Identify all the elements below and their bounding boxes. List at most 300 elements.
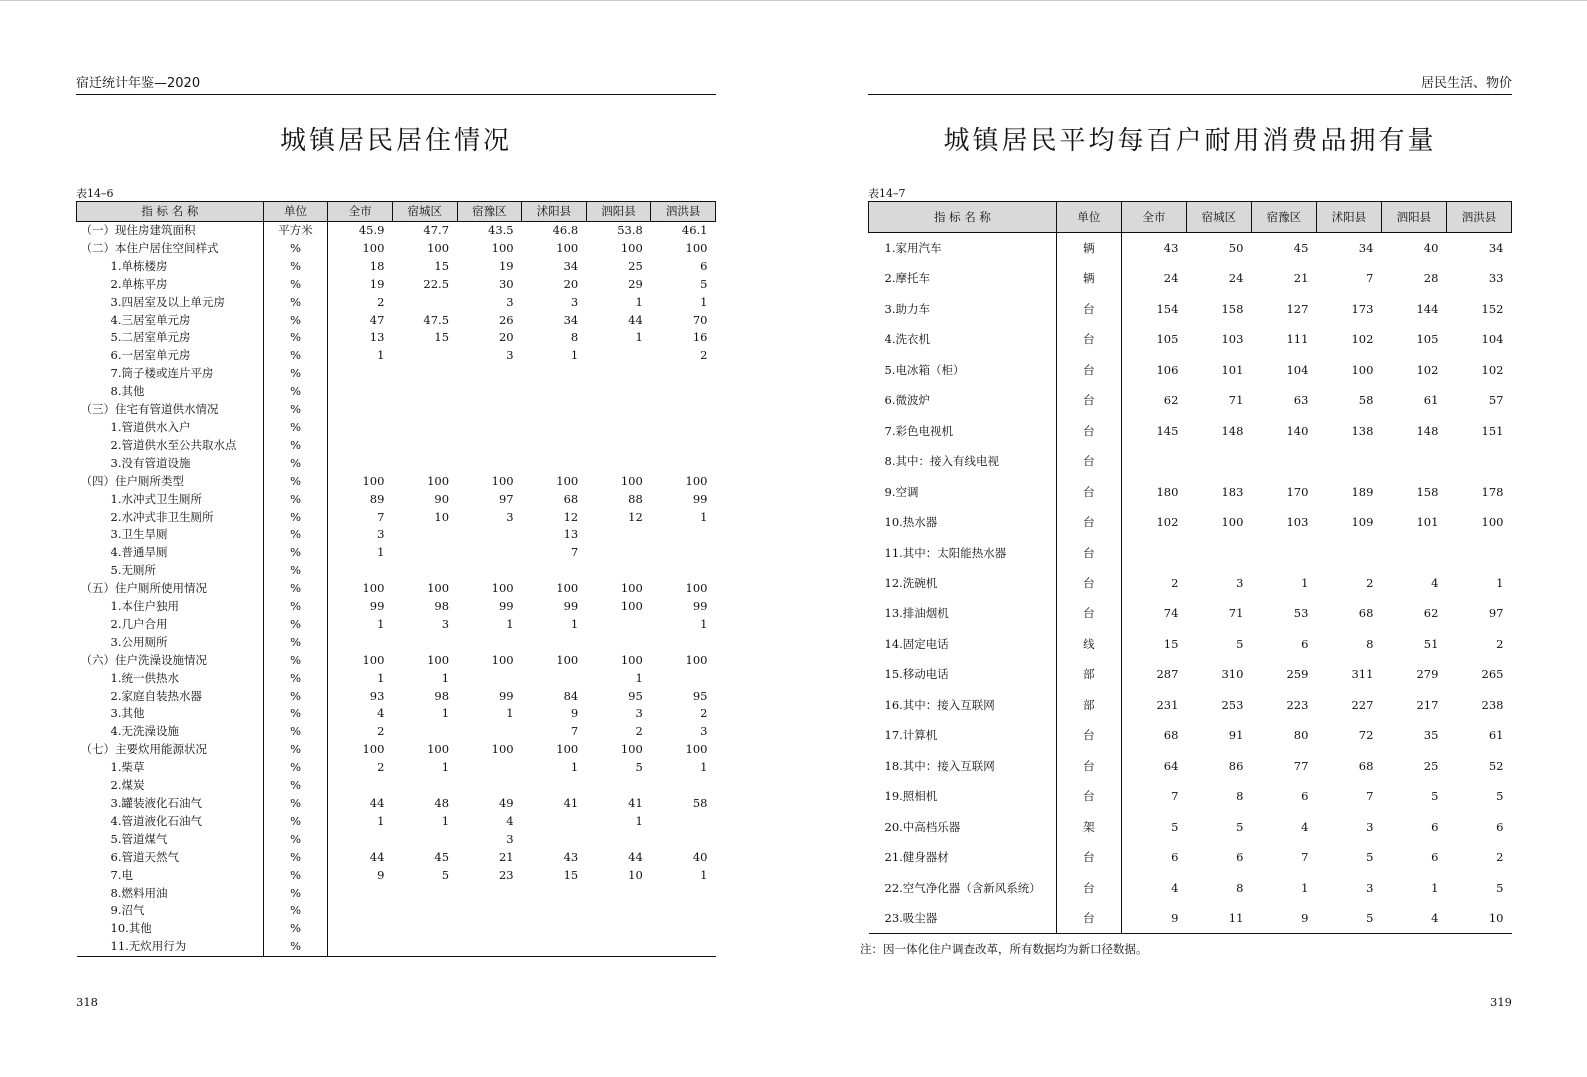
table-row [869,324,1512,354]
value-cell: 3 [1366,819,1374,834]
value-cell [1186,446,1251,476]
page-number: 319 [1490,995,1512,1009]
value-cell: 100 [556,581,579,596]
value-cell: 100 [620,473,643,488]
value-cell [522,562,587,580]
table-row [869,598,1512,628]
row-label: （五）住户厕所使用情况 [80,581,207,596]
row-label: 18.其中：接入互联网 [884,758,995,773]
row-label: （一）现住房建筑面积 [80,223,196,237]
value-cell [328,419,393,437]
value-cell: 68 [563,491,579,506]
value-cell [651,401,716,419]
value-cell: 2 [1496,850,1504,865]
value-cell: 15 [434,330,450,345]
table-row [77,795,716,813]
value-cell [392,777,457,795]
table-row [869,233,1512,264]
value-cell: 106 [1156,362,1179,377]
value-cell: 74 [1163,606,1179,621]
value-cell [651,885,716,903]
value-cell: 44 [369,796,385,810]
value-cell: 3 [506,831,514,846]
value-cell: 43.5 [488,223,514,237]
value-cell: 100 [685,240,708,255]
row-label: （三）住宅有管道供水情况 [80,402,219,417]
value-cell: 84 [563,688,579,703]
value-cell: 12 [628,509,643,524]
unit-cell: % [263,920,328,938]
row-label: 3.公用厕所 [110,634,168,649]
unit-cell: % [263,723,328,741]
value-cell [522,401,587,419]
table-row [869,446,1512,476]
value-cell: 19 [498,258,514,273]
table-row [77,329,716,347]
value-cell [651,544,716,562]
row-label: 5.二居室单元房 [110,330,191,345]
row-label: 14.固定电话 [884,636,949,651]
value-cell: 20 [563,276,579,291]
unit-cell: 台 [1056,873,1121,903]
table-row [77,616,716,634]
table-row [869,690,1512,720]
header-text: 宿迁统计年鉴—2020 [76,76,201,91]
value-cell: 61 [1488,728,1504,743]
row-label: 1.管道供水入户 [110,419,191,434]
value-cell: 58 [692,796,708,810]
value-cell: 100 [362,240,385,255]
value-cell: 102 [1351,332,1374,347]
value-cell [522,831,587,849]
value-cell: 152 [1481,301,1504,316]
unit-cell: 台 [1056,416,1121,446]
value-cell: 15 [1163,636,1179,651]
table-row [77,705,716,723]
value-cell: 2 [377,294,385,309]
value-cell [522,670,587,688]
table-row [77,473,716,491]
value-cell [392,383,457,401]
column-header: 宿豫区 [457,202,522,222]
table-row [77,526,716,544]
value-cell: 103 [1221,332,1244,347]
value-cell: 178 [1481,484,1504,499]
row-label: 2.家庭自装热水器 [110,688,202,703]
value-cell [328,455,393,473]
value-cell [586,544,651,562]
value-cell [328,885,393,903]
value-cell: 47 [369,312,385,327]
value-cell: 58 [1358,393,1374,408]
value-cell: 21 [1293,271,1309,286]
value-cell: 52 [1488,758,1504,773]
value-cell [392,437,457,455]
value-cell: 101 [1416,515,1439,530]
table-row [869,507,1512,537]
value-cell: 158 [1221,301,1244,316]
value-cell: 34 [1488,241,1504,255]
table-row [77,544,716,562]
value-cell [1121,446,1186,476]
value-cell [586,777,651,795]
value-cell: 100 [556,652,579,667]
table-row [77,867,716,885]
value-cell: 1 [377,616,385,631]
value-cell: 2 [377,724,385,739]
value-cell: 47.7 [423,223,450,237]
value-cell: 1 [570,616,579,631]
row-label: 3.卫生旱厕 [110,527,168,542]
value-cell [522,920,587,938]
unit-cell: % [263,902,328,920]
unit-cell: 辆 [1056,263,1121,293]
value-cell [651,419,716,437]
table-row [77,240,716,258]
value-cell [1121,538,1186,568]
table-row [869,720,1512,750]
value-cell: 5 [1236,636,1244,651]
table-row [77,688,716,706]
value-cell [457,634,522,652]
value-cell [586,920,651,938]
row-label: 23.吸尘器 [869,903,1057,934]
value-cell: 53 [1293,606,1309,621]
value-cell: 105 [1156,332,1179,347]
unit-cell: 台 [1056,903,1121,934]
unit-cell: % [263,544,328,562]
value-cell: 24 [1163,271,1179,286]
value-cell: 6 [700,258,708,273]
value-cell: 18 [369,258,385,273]
value-cell: 25 [1423,758,1439,773]
value-cell: 145 [1156,423,1179,438]
row-label: 3.助力车 [884,301,930,316]
value-cell: 100 [556,742,579,757]
row-label: 19.照相机 [884,789,938,804]
unit-cell: % [263,455,328,473]
value-cell [457,902,522,920]
value-cell [457,365,522,383]
value-cell: 5 [1236,819,1244,834]
row-label: 2.单栋平房 [110,276,168,291]
value-cell: 100 [427,240,450,255]
unit-cell: 台 [1056,477,1121,507]
row-label: 1.家用汽车 [884,241,942,255]
value-cell: 100 [427,581,450,596]
table-row [869,416,1512,446]
row-label: 7.彩色电视机 [884,423,953,438]
unit-cell: % [263,491,328,509]
table-row [77,419,716,437]
table-row [77,813,716,831]
value-cell: 3 [1236,575,1244,590]
value-cell: 154 [1156,301,1179,316]
row-label: 2.水冲式非卫生厕所 [110,509,214,524]
value-cell: 1 [700,294,708,309]
column-header: 沭阳县 [1316,202,1381,233]
value-cell: 104 [1286,362,1309,377]
value-cell [522,634,587,652]
value-cell: 2 [1171,575,1179,590]
table-row [869,873,1512,903]
value-cell: 1 [570,348,579,363]
value-cell: 2 [700,706,708,721]
table-note: 注：因一体化住户调查改革，所有数据均为新口径数据。 [860,942,1148,956]
value-cell: 12 [563,509,579,524]
value-cell [651,562,716,580]
row-label: 9.沼气 [110,903,145,918]
value-cell [457,437,522,455]
unit-cell: 台 [1056,446,1121,476]
table-row [77,347,716,365]
unit-cell: 台 [1056,294,1121,324]
row-label: 7.电 [110,867,133,882]
row-label: （六）住户洗澡设施情况 [80,652,207,667]
value-cell: 33 [1488,271,1504,286]
value-cell: 1 [377,348,385,363]
value-cell: 19 [369,276,385,291]
value-cell: 80 [1293,728,1309,743]
header-text: 居民生活、物价 [1420,76,1512,91]
value-cell [1186,538,1251,568]
value-cell: 99 [369,599,385,614]
table-row [77,294,716,312]
value-cell: 30 [498,276,514,291]
row-label: （七）主要炊用能源状况 [80,742,207,757]
value-cell: 148 [1221,423,1244,438]
row-label: 3.没有管道设施 [110,455,191,470]
value-cell [392,723,457,741]
unit-cell: % [263,526,328,544]
unit-cell: % [263,562,328,580]
value-cell [457,383,522,401]
value-cell: 11 [1186,903,1251,934]
value-cell: 100 [556,473,579,488]
value-cell [392,419,457,437]
value-cell: 2 [700,348,708,363]
value-cell: 100 [362,652,385,667]
value-cell [586,562,651,580]
value-cell [522,383,587,401]
value-cell: 1 [441,706,450,721]
value-cell [328,831,393,849]
value-cell: 3 [700,724,708,739]
unit-cell: % [263,688,328,706]
value-cell: 100 [620,240,643,255]
value-cell: 6 [1431,819,1439,834]
value-cell: 100 [556,240,579,255]
value-cell: 183 [1221,484,1244,499]
value-cell: 97 [498,491,514,506]
row-label: 4.普通旱厕 [110,545,168,560]
row-label: 11.无炊用行为 [77,938,264,956]
table-row [869,659,1512,689]
unit-cell: % [263,670,328,688]
value-cell: 51 [1423,636,1439,651]
value-cell: 1 [1431,880,1439,895]
value-cell [522,365,587,383]
value-cell: 180 [1156,484,1179,499]
unit-cell: 平方米 [263,222,328,240]
unit-cell: % [263,598,328,616]
value-cell: 99 [692,491,708,506]
value-cell: 148 [1416,423,1439,438]
value-cell [392,831,457,849]
value-cell: 5 [1431,789,1439,804]
value-cell [392,938,457,956]
value-cell: 1 [570,760,579,775]
value-cell: 7 [1366,271,1374,286]
table-row [77,938,716,956]
value-cell: 259 [1286,667,1309,682]
value-cell: 44 [628,849,643,864]
value-cell: 100 [620,599,643,614]
unit-cell: % [263,741,328,759]
unit-cell: 台 [1056,568,1121,598]
value-cell: 89 [369,491,385,506]
value-cell [586,885,651,903]
table-row [77,455,716,473]
value-cell [586,401,651,419]
table-row [77,759,716,777]
value-cell: 40 [1423,241,1439,255]
value-cell: 10 [1446,903,1511,934]
value-cell: 2 [1496,636,1504,651]
value-cell [457,723,522,741]
unit-cell: 台 [1056,751,1121,781]
table-row [77,437,716,455]
value-cell [522,455,587,473]
running-header [868,76,1512,95]
row-label: 8.其中：接入有线电视 [884,454,999,469]
column-header: 泗洪县 [651,202,716,222]
value-cell: 100 [685,473,708,488]
value-cell: 265 [1481,667,1504,682]
column-header: 泗阳县 [586,202,651,222]
value-cell [457,526,522,544]
value-cell: 2 [635,724,643,739]
value-cell: 100 [362,742,385,757]
value-cell [392,294,457,312]
value-cell: 49 [498,796,514,810]
column-header: 泗阳县 [1381,202,1446,233]
value-cell: 102 [1156,515,1179,530]
value-cell: 100 [491,581,514,596]
column-header: 指 标 名 称 [77,202,264,222]
value-cell [586,938,651,956]
value-cell [586,437,651,455]
table-row [77,491,716,509]
value-cell [1316,538,1381,568]
value-cell: 34 [1358,241,1374,255]
value-cell [651,455,716,473]
value-cell: 13 [563,527,579,542]
value-cell: 100 [685,581,708,596]
unit-cell: 台 [1056,538,1121,568]
value-cell [651,813,716,831]
value-cell [522,437,587,455]
value-cell: 158 [1416,484,1439,499]
value-cell: 105 [1416,332,1439,347]
value-cell: 43 [1163,241,1179,255]
value-cell: 6 [1431,850,1439,865]
value-cell: 310 [1221,667,1244,682]
unit-cell: % [263,419,328,437]
table-row [77,312,716,330]
value-cell: 1 [506,706,514,721]
unit-cell: % [263,383,328,401]
value-cell: 21 [498,849,514,864]
value-cell: 13 [369,330,385,345]
table-row [77,598,716,616]
value-cell [457,938,522,956]
unit-cell: 台 [1056,598,1121,628]
value-cell: 4 [377,706,385,721]
value-cell: 20 [498,330,514,345]
value-cell: 100 [427,473,450,488]
row-label: 5.无厕所 [110,563,156,578]
value-cell: 71 [1228,393,1244,408]
row-label: 13.排油烟机 [884,606,949,621]
value-cell: 109 [1351,515,1374,530]
value-cell: 9 [377,867,385,882]
value-cell: 44 [369,849,385,864]
value-cell: 4 [1171,880,1179,895]
value-cell: 100 [620,581,643,596]
value-cell: 4 [1431,575,1439,590]
value-cell: 1 [441,813,450,828]
table-row [77,562,716,580]
unit-cell: 台 [1056,720,1121,750]
value-cell: 5 [700,276,708,291]
value-cell: 5 [1496,789,1504,804]
value-cell: 2 [377,760,385,775]
row-label: 1.柴草 [110,760,145,775]
unit-cell: 台 [1056,781,1121,811]
value-cell: 91 [1228,728,1244,743]
unit-cell: 辆 [1056,233,1121,264]
unit-cell: % [263,347,328,365]
value-cell: 1 [635,670,643,685]
value-cell: 100 [1481,515,1504,530]
value-cell [1446,538,1511,568]
value-cell: 4 [506,813,514,828]
value-cell: 1 [441,670,450,685]
value-cell: 100 [685,652,708,667]
value-cell: 53.8 [617,223,643,237]
value-cell [392,920,457,938]
value-cell [392,544,457,562]
value-cell: 5 [441,867,450,882]
value-cell: 47.5 [423,312,450,327]
value-cell: 100 [362,581,385,596]
table-row [869,263,1512,293]
value-cell: 287 [1156,667,1179,682]
table-row [869,751,1512,781]
value-cell [392,526,457,544]
value-cell: 101 [1221,362,1244,377]
value-cell: 100 [620,652,643,667]
unit-cell: % [263,276,328,294]
value-cell: 72 [1358,728,1374,743]
value-cell: 35 [1423,728,1439,743]
value-cell: 1 [700,867,708,882]
value-cell: 64 [1163,758,1179,773]
value-cell: 9 [1121,903,1186,934]
unit-cell: 部 [1056,659,1121,689]
value-cell: 7 [570,724,579,739]
